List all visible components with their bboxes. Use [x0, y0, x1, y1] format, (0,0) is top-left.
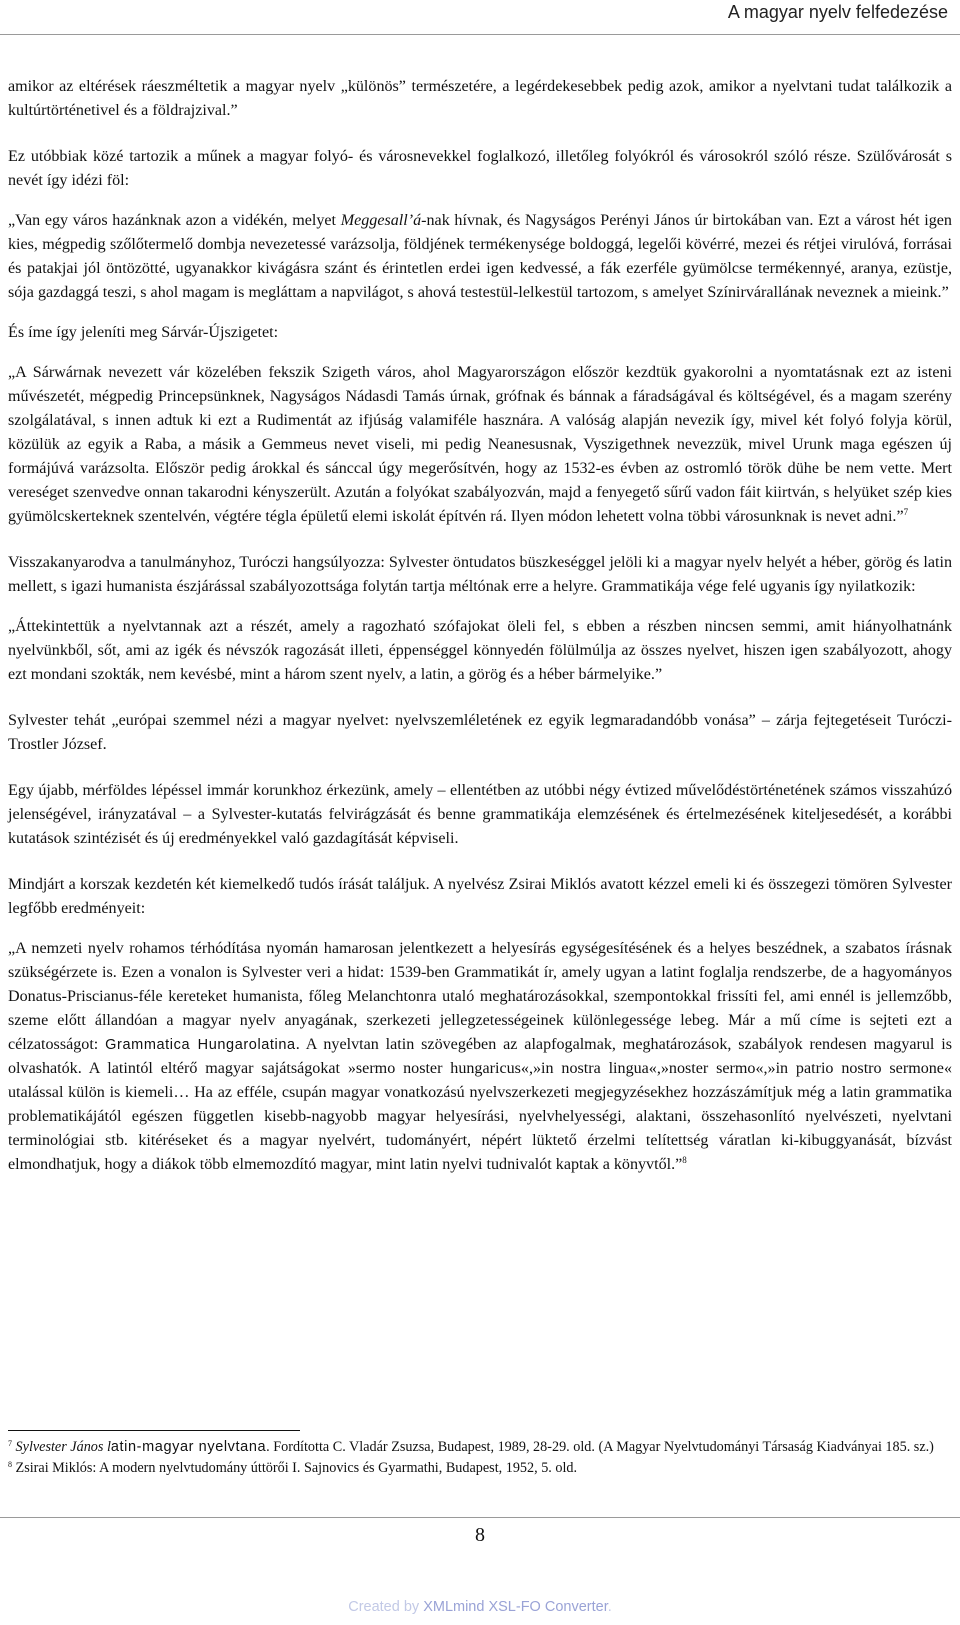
- body-text: [8, 75, 952, 1177]
- quote-text: -nak hívnak, és Nagyságos Perényi János úr birtokában van. Ezt a várost hét igen kies, mégpedig szőlőtermelő dombja nevezetessé varázsolja, földjének termékenysége boldoggá, legelői kövérré, mezei és rétjei virulóvá, forrásai és patakjai jól öntözötté, ugyanakkor kivágásra szánt és érintetlen erdei igen kedvessé, a fák ezerféle gyümölcse termékennyé, aranya, ezüstje, sója gazdaggá teszi, s ahol magam is megláttam a napvilágot, s ahová testestül-lelkestül tartozom, s amelyet Színirvárallának neveznek a mieink.”: [8, 212, 952, 301]
- paragraph: És íme így jeleníti meg Sárvár-Újszigetet:: [8, 324, 279, 341]
- paragraph: Sylvester tehát „európai szemmel nézi a magyar nyelvet: nyelvszemléletének ez egyik legmaradandóbb vonása” – zárja fejtegetéseit Turóczi-Trostler József.: [8, 712, 952, 753]
- footnote-number: 8: [8, 1460, 12, 1469]
- footnote-ref-8[interactable]: 8: [682, 1155, 687, 1165]
- quote-text: „Van egy város hazánknak azon a vidékén, melyet: [8, 212, 341, 229]
- footer-separator: [0, 1517, 960, 1518]
- footnotes: [8, 1437, 952, 1479]
- place-name: Meggesall’á: [340, 212, 422, 229]
- footnote-text: . Fordította C. Vladár Zsuzsa, Budapest, 1989, 28-29. old. (A Magyar Nyelvtudományi Társaság Kiadványai 185. sz.): [266, 1439, 934, 1455]
- footnote-text: Zsirai Miklós: A modern nyelvtudomány úttörői I. Sajnovics és Gyarmathi, Budapest, 1952, 5. old.: [15, 1460, 578, 1476]
- quote-paragraph: „Áttekintettük a nyelvtannak azt a részét, amely a ragozható szófajokat öleli fel, s ebben a részben nincsen semmi, amit hiányolhatnánk nyelvünkből, sőt, ami az igék és névszók ragozását illeti, éppenséggel könnyedén fölülmúlja az összes nyelvet, hiszen igen szabályozott, ahogy ezt mondani szokták, nem kevésbé, mint a három szent nyelv, a latin, a görög és a héber bármelyike.”: [8, 618, 952, 683]
- producer-suffix: .: [607, 1599, 612, 1615]
- quote-text: „A nemzeti nyelv rohamos térhódítása nyomán hamarosan jelentkezett a helyesírás egységesítésének és a helyes beszédnek, a szabatos írásnak szükségérzete is. Ezen a vonalon is Sylvester veri a hidat: 1539-ben Grammatikát ír, amely ugyan a latint foglalja rendszerbe, de a hagyományos Donatus-Priscianus-féle kereteket humanista, főleg Melanchtonra utaló meghatározásokkal, szempontokkal frissíti fel, ami ennél is jellemzőbb, szeme előtt állandóan a magyar nyelv anyagának, szerkezeti jellegzetességeinek különlegessége lebeg. Már a mű címe is sejteti ezt a célzatosságot:: [8, 940, 952, 1053]
- paragraph: Ez utóbbiak közé tartozik a műnek a magyar folyó- és városnevekkel foglalkozó, illetőleg folyókról és városokról szóló része. Szülővárosát s nevét így idézi föl:: [8, 148, 952, 189]
- footnote-book-title: atin-magyar nyelvtana: [110, 1439, 267, 1455]
- paragraph: Mindjárt a korszak kezdetén két kiemelkedő tudós írását találjuk. A nyelvész Zsirai Miklós avatott kézzel emeli ki és összegezi tömören Sylvester legfőbb eredményeit:: [8, 876, 952, 917]
- producer-link[interactable]: XMLmind XSL-FO Converter: [423, 1599, 608, 1615]
- quote-paragraph: [8, 361, 952, 529]
- producer-watermark: [0, 1597, 960, 1617]
- page-header: [0, 0, 960, 35]
- footnote-author: Sylvester János l: [15, 1439, 111, 1455]
- footnote-ref-7[interactable]: 7: [903, 507, 909, 517]
- producer-prefix: Created by: [348, 1599, 424, 1615]
- quote-paragraph: [8, 937, 952, 1177]
- footnote-separator: [8, 1430, 300, 1431]
- running-title: A magyar nyelv felfedezése: [727, 2, 948, 22]
- footnote-8: [8, 1458, 952, 1479]
- quote-paragraph: [8, 209, 952, 305]
- paragraph: Egy újabb, mérföldes lépéssel immár korunkhoz érkezünk, amely – ellentétben az utóbbi négy évtized művelődéstörténetének számos visszahúzó jelenségével, irányzatával – a Sylvester-kutatás felvirágzását és benne grammatikája elemzésének és értelmezésének kiteljesedését, a korábbi kutatások szintézisét és új eredményekkel való gazdagítását képviseli.: [8, 782, 952, 847]
- footnote-7: [8, 1437, 952, 1458]
- page-number: 8: [475, 1524, 485, 1546]
- quote-text: . A nyelvtan latin szövegében az alapfogalmak, meghatározások, szabályok rendesen magyarul is olvashatók. A latintól eltérő magyar sajátságokat »sermo noster hungaricus«,»in nostra lingua«,»noster sermo«,»in patrio nostro sermone« utalással külön is kiemeli… Ha az efféle, csupán magyar vonatkozású nyelvszerkezeti megjegyzésekhez hozzászámítjuk még a latin grammatika problematikájától egészen független kisebb-nagyobb magyar helyesírási, nyelvhelyességi, alaktani, összehasonlító nyelvészeti, nyelvtani terminológiai stb. kitéréseket és a magyar nyelvért, tudományért, népért lüktető érzelmi telítettség váratlan ki-kibuggyanását, bízvást elmondhatjuk, hogy a diákok több elmemozdító magyar, mint latin nyelvi tudnivalót kaptak a könyvtől.”: [8, 1036, 953, 1173]
- paragraph: Visszakanyarodva a tanulmányhoz, Turóczi hangsúlyozza: Sylvester öntudatos büszkeséggel jelöli ki a magyar nyelv helyét a héber, görög és latin mellett, s igazi humanista észjárással szabályozottsága folytán tartja méltónak erre a helyre. Grammatikája vége felé ugyanis így nyilatkozik:: [8, 554, 952, 595]
- paragraph: amikor az eltérések ráeszméltetik a magyar nyelv „különös” természetére, a legérdekesebbek pedig azok, amikor a nyelvtani tudat találkozik a kultúrtörténetivel és a földrajzival.”: [8, 78, 952, 119]
- book-title: Grammatica Hungarolatina: [105, 1037, 296, 1053]
- footnote-number: 7: [8, 1439, 12, 1448]
- quote-text: „A Sárwárnak nevezett vár közelében fekszik Szigeth város, ahol Magyarországon először kezdtük gyakorolni a nyomtatásnak ezt az isteni művészetét, mégpedig Princepsünknek, Nagyságos Nádasdi Tamás úrnak, grófnak és bánnak a fáradságával és költségével, és a magam szerény szolgálatával, s innen adtuk ki ezt a Rudimentát az ifjúság valamiféle hasznára. A valóság alapján nevezik így, mivel két folyó folyja körül, közülük az egyik a Raba, a másik a Gemmeus nevet viseli, mi pedig Neanesusnak, Vyszigethnek nevezzük, mivel Urunk maga egészen új formájúvá varázsolta. Először pedig árokkal és sánccal úgy megerősítvén, hogy az 1532-es évben az ostromló török dühe be nem vette. Mert vereséget szenvedve onnan takarodni kényszerült. Azután a folyókat szabályozván, majd a fenyegető sűrű vadon fáit kiirtván, s helyüket szép kies gyümölcskerteknek szentelvén, végtére tégla épületű elemi iskolát építvén rá. Ilyen módon lehetett volna többi városunknak is nevet adni.”: [8, 364, 952, 525]
